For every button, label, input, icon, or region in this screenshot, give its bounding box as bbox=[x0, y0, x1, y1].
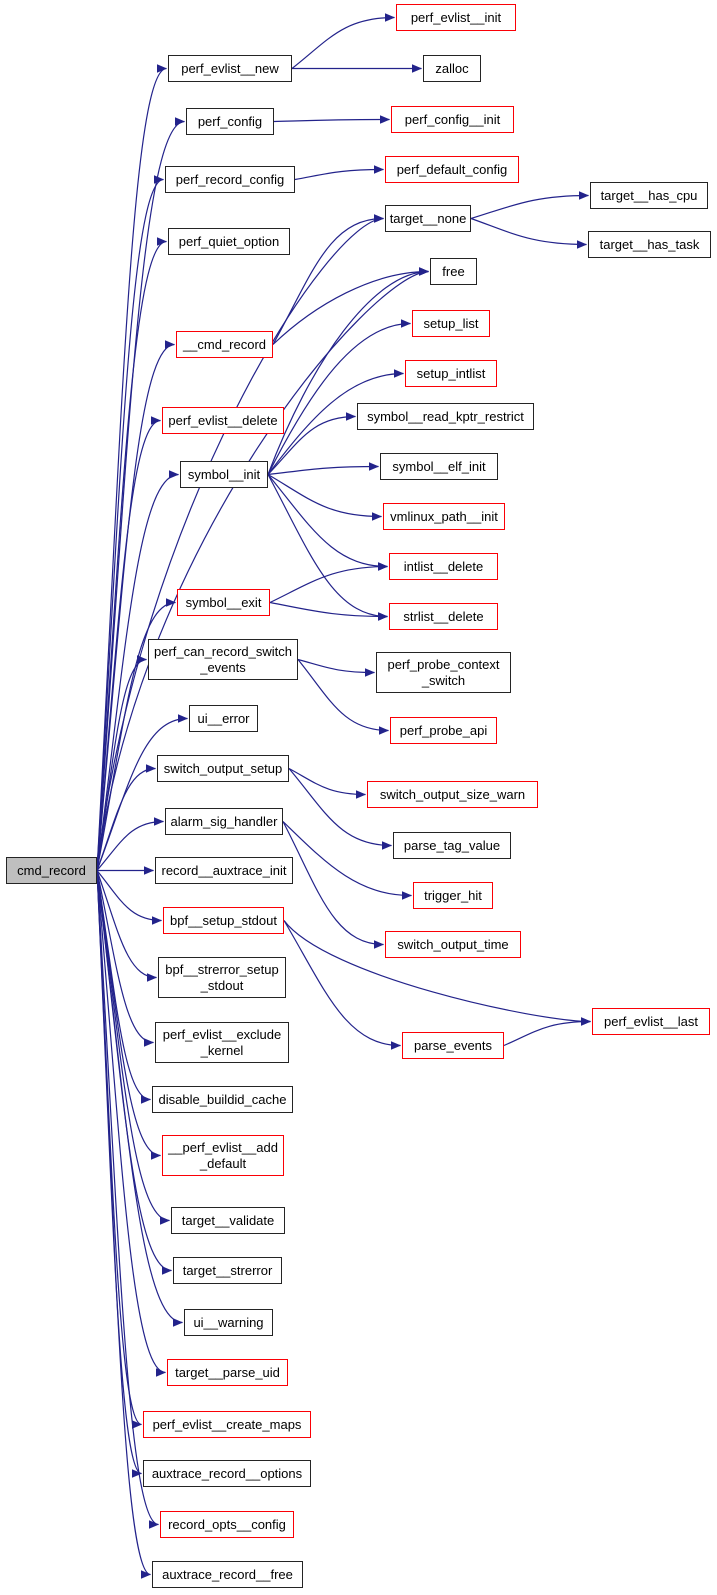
graph-node-label: target__strerror bbox=[182, 1262, 273, 1278]
edge-parse_events-to-perf_evlist__last bbox=[504, 1022, 591, 1046]
graph-node-label: perf_default_config bbox=[396, 161, 508, 177]
graph-node-label: switch_output_size_warn bbox=[379, 786, 526, 802]
graph-node-perf_config__init[interactable] bbox=[391, 106, 514, 133]
graph-node-label: _kernel bbox=[200, 1042, 244, 1058]
graph-node-perf_record_config[interactable] bbox=[165, 166, 295, 193]
graph-node-label: intlist__delete bbox=[403, 558, 484, 574]
graph-node-label: disable_buildid_cache bbox=[158, 1091, 287, 1107]
graph-node-label: target__parse_uid bbox=[175, 1364, 280, 1380]
graph-node-label: auxtrace_record__options bbox=[151, 1465, 303, 1481]
graph-node-intlist__delete[interactable] bbox=[389, 553, 498, 580]
graph-node-label: target__none bbox=[389, 210, 467, 226]
edge-cmd_record-to-alarm_sig_handler bbox=[97, 822, 164, 871]
graph-node-__cmd_record[interactable] bbox=[176, 331, 273, 358]
graph-node-label: zalloc bbox=[435, 60, 469, 76]
edge-perf_evlist__new-to-perf_evlist__init bbox=[292, 18, 395, 69]
graph-node-label: symbol__init bbox=[187, 466, 261, 482]
graph-node-cmd_record bbox=[6, 857, 97, 884]
graph-node-label: switch_output_time bbox=[397, 936, 509, 952]
graph-node-label: auxtrace_record__free bbox=[162, 1566, 293, 1582]
graph-node-bpf__setup_stdout[interactable] bbox=[163, 907, 284, 934]
edge-symbol__init-to-intlist__delete bbox=[268, 475, 388, 567]
edge-cmd_record-to-perf_record_config bbox=[97, 180, 164, 871]
edge-__cmd_record-to-free bbox=[273, 272, 429, 345]
graph-node-perf_default_config[interactable] bbox=[385, 156, 519, 183]
graph-node-label: perf_probe_context bbox=[387, 656, 500, 672]
graph-node-perf_config[interactable] bbox=[186, 108, 274, 135]
graph-node-label: bpf__setup_stdout bbox=[170, 912, 277, 928]
graph-node-label: vmlinux_path__init bbox=[390, 508, 498, 524]
graph-node-label: target__validate bbox=[181, 1212, 275, 1228]
graph-node-label: perf_evlist__init bbox=[410, 9, 502, 25]
graph-node-label: perf_evlist__create_maps bbox=[152, 1416, 302, 1432]
graph-node-label: perf_evlist__exclude bbox=[162, 1026, 282, 1042]
graph-node-label: _default bbox=[199, 1155, 247, 1171]
graph-node-label: symbol__exit bbox=[185, 594, 262, 610]
graph-node-auxtrace_record__options[interactable] bbox=[143, 1460, 311, 1487]
graph-node-auxtrace_record__free[interactable] bbox=[152, 1561, 303, 1588]
graph-node-label: perf_evlist__delete bbox=[168, 412, 278, 428]
graph-node-label: cmd_record bbox=[17, 862, 86, 878]
graph-node-label: target__has_cpu bbox=[600, 187, 698, 203]
graph-node-label: bpf__strerror_setup bbox=[165, 961, 279, 977]
graph-node-strlist__delete[interactable] bbox=[389, 603, 498, 630]
edge-perf_config-to-perf_config__init bbox=[274, 120, 390, 122]
graph-node-label: alarm_sig_handler bbox=[170, 813, 278, 829]
graph-node-label: setup_list bbox=[423, 315, 479, 331]
graph-node-label: perf_evlist__new bbox=[181, 60, 279, 76]
edge-target__none-to-target__has_cpu bbox=[471, 196, 589, 219]
graph-node-bpf__strerror_setup_stdout[interactable] bbox=[158, 957, 286, 998]
graph-node-label: parse_events bbox=[413, 1037, 493, 1053]
graph-node-disable_buildid_cache[interactable] bbox=[152, 1086, 293, 1113]
graph-node-parse_events[interactable] bbox=[402, 1032, 504, 1059]
graph-node-switch_output_setup[interactable] bbox=[157, 755, 289, 782]
graph-node-label: free bbox=[442, 263, 465, 279]
graph-node-label: strlist__delete bbox=[403, 608, 484, 624]
edge-perf_can_record_switch_events-to-perf_probe_context_switch bbox=[298, 660, 375, 673]
graph-node-__perf_evlist__add_default[interactable] bbox=[162, 1135, 284, 1176]
graph-node-target__has_task[interactable] bbox=[588, 231, 711, 258]
graph-node-setup_list[interactable] bbox=[412, 310, 490, 337]
graph-node-symbol__elf_init[interactable] bbox=[380, 453, 498, 480]
graph-node-label: _switch bbox=[421, 672, 466, 688]
graph-node-label: trigger_hit bbox=[424, 887, 482, 903]
graph-node-setup_intlist[interactable] bbox=[405, 360, 497, 387]
graph-node-label: symbol__elf_init bbox=[392, 458, 486, 474]
graph-node-perf_evlist__exclude_kernel[interactable] bbox=[155, 1022, 289, 1063]
graph-node-record_opts__config[interactable] bbox=[160, 1511, 294, 1538]
graph-node-switch_output_size_warn[interactable] bbox=[367, 781, 538, 808]
graph-node-label: perf_config__init bbox=[404, 111, 501, 127]
edge-target__none-to-target__has_task bbox=[471, 219, 587, 245]
graph-node-target__strerror[interactable] bbox=[173, 1257, 282, 1284]
edge-switch_output_setup-to-switch_output_size_warn bbox=[289, 769, 366, 795]
graph-node-ui__error[interactable] bbox=[189, 705, 258, 732]
edge-cmd_record-to-bpf__strerror_setup_stdout bbox=[97, 871, 157, 978]
graph-node-label: symbol__read_kptr_restrict bbox=[367, 408, 524, 424]
graph-node-label: perf_config bbox=[197, 113, 263, 129]
graph-node-perf_evlist__last[interactable] bbox=[592, 1008, 710, 1035]
graph-node-trigger_hit[interactable] bbox=[413, 882, 493, 909]
graph-node-zalloc[interactable] bbox=[423, 55, 481, 82]
graph-node-target__none[interactable] bbox=[385, 205, 471, 232]
graph-node-alarm_sig_handler[interactable] bbox=[165, 808, 283, 835]
graph-node-perf_can_record_switch_events[interactable] bbox=[148, 639, 298, 680]
graph-node-target__parse_uid[interactable] bbox=[167, 1359, 288, 1386]
graph-node-free[interactable] bbox=[430, 258, 477, 285]
graph-node-perf_evlist__create_maps[interactable] bbox=[143, 1411, 311, 1438]
graph-node-label: ui__error bbox=[197, 710, 250, 726]
graph-node-symbol__read_kptr_restrict[interactable] bbox=[357, 403, 534, 430]
graph-node-label: _events bbox=[200, 659, 246, 675]
graph-node-label: perf_evlist__last bbox=[604, 1013, 698, 1029]
graph-node-target__has_cpu[interactable] bbox=[590, 182, 708, 209]
graph-node-symbol__exit[interactable] bbox=[177, 589, 270, 616]
graph-node-perf_evlist__delete[interactable] bbox=[162, 407, 284, 434]
graph-node-parse_tag_value[interactable] bbox=[393, 832, 511, 859]
graph-node-target__validate[interactable] bbox=[171, 1207, 285, 1234]
graph-node-perf_evlist__new[interactable] bbox=[168, 55, 292, 82]
graph-node-symbol__init[interactable] bbox=[180, 461, 268, 488]
graph-node-label: perf_quiet_option bbox=[178, 233, 280, 249]
edge-perf_record_config-to-perf_default_config bbox=[295, 170, 384, 180]
graph-node-label: ui__warning bbox=[193, 1314, 264, 1330]
graph-node-perf_probe_api[interactable] bbox=[390, 717, 497, 744]
graph-node-perf_quiet_option[interactable] bbox=[168, 228, 290, 255]
edge-symbol__exit-to-intlist__delete bbox=[270, 567, 388, 603]
graph-node-label: target__has_task bbox=[599, 236, 700, 252]
graph-node-label: _stdout bbox=[200, 977, 244, 993]
edge-cmd_record-to-bpf__setup_stdout bbox=[97, 871, 162, 921]
edge-bpf__setup_stdout-to-parse_events bbox=[284, 921, 401, 1046]
graph-node-label: record__auxtrace_init bbox=[161, 862, 287, 878]
graph-node-switch_output_time[interactable] bbox=[385, 931, 521, 958]
graph-node-vmlinux_path__init[interactable] bbox=[383, 503, 505, 530]
graph-node-label: __perf_evlist__add bbox=[168, 1139, 278, 1155]
graph-node-label: parse_tag_value bbox=[403, 837, 501, 853]
graph-node-perf_probe_context_switch[interactable] bbox=[376, 652, 511, 693]
graph-node-label: perf_probe_api bbox=[399, 722, 488, 738]
graph-node-record__auxtrace_init[interactable] bbox=[155, 857, 293, 884]
graph-node-label: switch_output_setup bbox=[163, 760, 283, 776]
graph-node-label: setup_intlist bbox=[416, 365, 486, 381]
graph-node-label: record_opts__config bbox=[168, 1516, 286, 1532]
graph-node-label: perf_can_record_switch bbox=[153, 643, 293, 659]
edge-alarm_sig_handler-to-switch_output_time bbox=[283, 822, 384, 945]
graph-node-label: perf_record_config bbox=[175, 171, 285, 187]
graph-node-ui__warning[interactable] bbox=[184, 1309, 273, 1336]
edge-cmd_record-to-auxtrace_record__options bbox=[97, 871, 142, 1474]
edge-symbol__init-to-symbol__elf_init bbox=[268, 467, 379, 475]
graph-node-perf_evlist__init[interactable] bbox=[396, 4, 516, 31]
graph-node-label: __cmd_record bbox=[182, 336, 267, 352]
